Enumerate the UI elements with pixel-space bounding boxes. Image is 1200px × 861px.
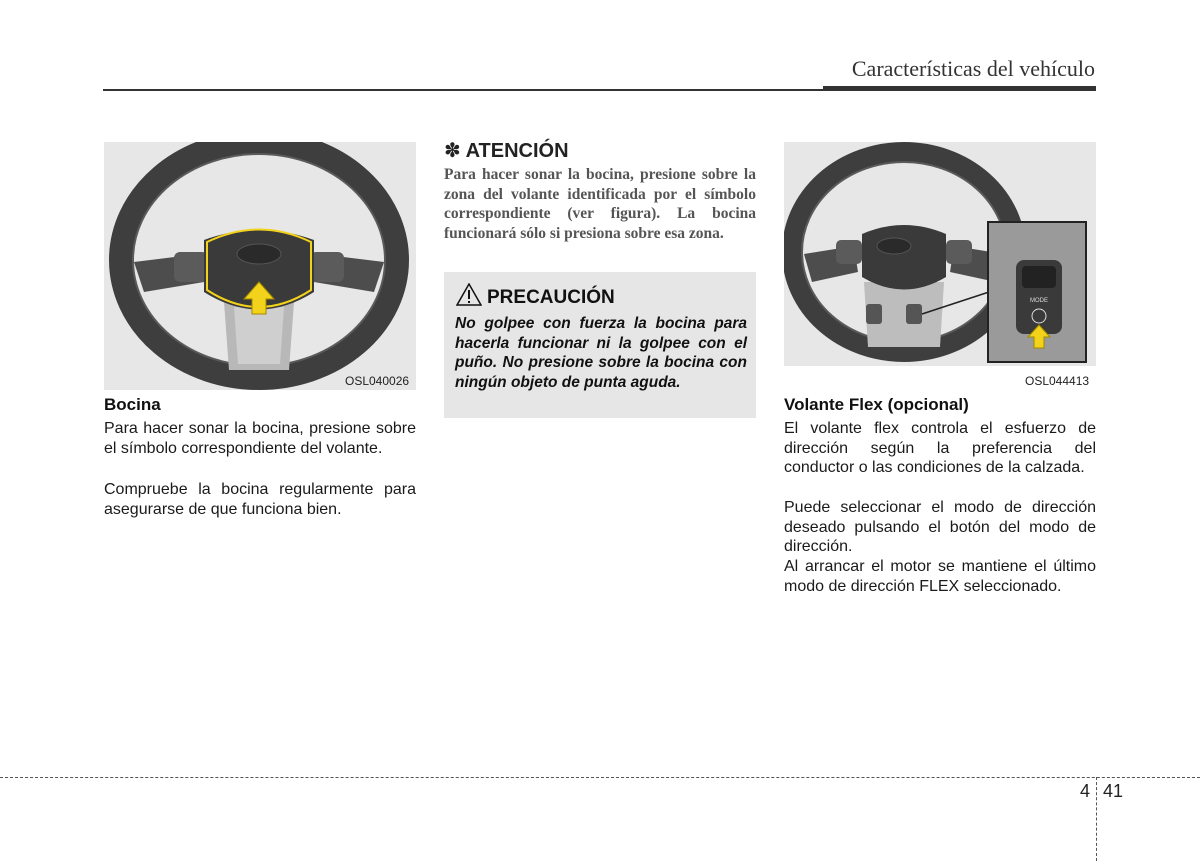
caution-title: PRECAUCIÓN: [487, 287, 615, 308]
page-number: 41: [1103, 781, 1124, 801]
header-rule: [103, 89, 823, 91]
bocina-heading: Bocina: [104, 395, 161, 414]
footer-divider-vertical: [1096, 777, 1097, 861]
caution-box: [444, 272, 756, 418]
attention-text: Para hacer sonar la bocina, presione sobre la zona del volante identificada por el símbolo correspondiente (ver figura). La bocina funcionará sólo si presiona sobre esa zona.: [444, 166, 756, 242]
caution-text: No golpee con fuerza la bocina para hacerla funcionar ni la golpee con el puño. No presione sobre la bocina con ningún objeto de punta aguda.: [455, 315, 747, 391]
footer-divider: [0, 777, 1200, 778]
bocina-paragraph-1: Para hacer sonar la bocina, presione sobre el símbolo correspondiente del volante.: [104, 420, 416, 457]
flex-paragraph-1: El volante flex controla el esfuerzo de dirección según la preferencia del conductor o las condiciones de la calzada.: [784, 420, 1096, 476]
flex-paragraph-3: Al arrancar el motor se mantiene el último modo de dirección FLEX seleccionado.: [784, 558, 1096, 595]
chapter-number: 4: [1080, 781, 1091, 801]
figure-code-right: OSL044413: [1025, 374, 1090, 388]
flex-heading: Volante Flex (opcional): [784, 395, 969, 414]
steering-wheel-flex-figure: [784, 142, 1096, 366]
mode-button-label: MODE: [1030, 298, 1048, 304]
steering-wheel-horn-figure: [104, 142, 416, 390]
warning-triangle-icon: [456, 283, 482, 311]
attention-title: ✽ ATENCIÓN: [444, 140, 569, 162]
section-title: Características del vehículo: [851, 56, 1095, 81]
bocina-paragraph-2: Compruebe la bocina regularmente para asegurarse de que funciona bien.: [104, 481, 416, 518]
flex-paragraph-2: Puede seleccionar el modo de dirección deseado pulsando el botón del modo de dirección.: [784, 499, 1096, 555]
header-rule-thick: [823, 86, 1096, 91]
figure-code-left: OSL040026: [345, 374, 410, 388]
